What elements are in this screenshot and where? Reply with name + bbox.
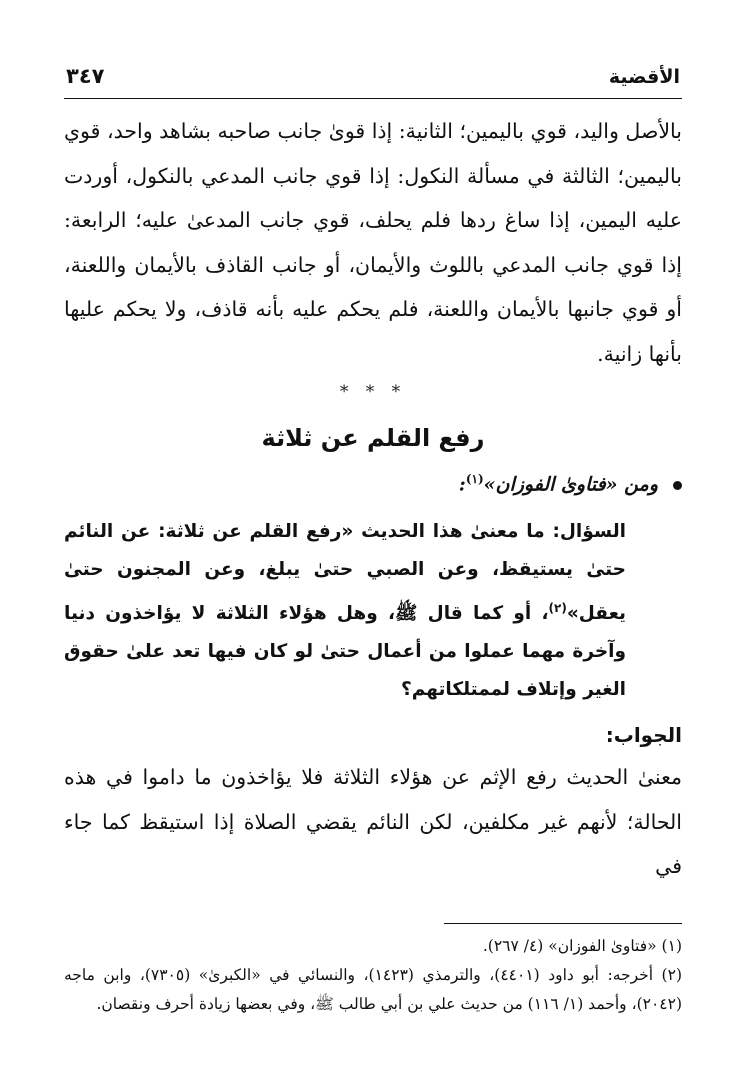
footnote-2: (٢) أخرجه: أبو داود (٤٤٠١)، والترمذي (١٤٢٣)، والنسائي في «الكبرىٰ» (٧٣٠٥)، وابن ماجه (٢٠٤٢)، وأحمد (١/ ١١٦) من حديث علي بن أبي طالب ﷺ، وفي بعضها زيادة أحرف ونقصان. [64,965,682,1013]
question-block [64,513,626,709]
section-separator: * * * [339,382,407,402]
answer-label: الجواب: [605,723,682,748]
answer-paragraph: معنىٰ الحديث رفع الإثم عن هؤلاء الثلاثة فلا يؤاخذون ما داموا في هذه الحالة؛ لأنهم غير مكلفين، لكن النائم يقضي الصلاة إذا استيقظ كما جاء في [64,765,682,879]
running-head: الأقضية [608,66,680,88]
page-number: ٣٤٧ [66,64,105,88]
page-header [64,62,682,99]
question-text-continued: ، أو كما قال ﷺ، وهل هؤلاء الثلاثة لا يؤاخذون دنيا وآخرة مهما عملوا من أعمال حتىٰ لو كان فيها تعد علىٰ حقوق الغير وإتلاف لممتلكاتهم؟ [64,603,626,701]
section-title: رفع القلم عن ثلاثة [261,424,485,452]
source-colon: : [458,473,466,496]
footnote-divider [444,923,682,924]
book-page [64,62,682,1019]
bullet-icon [673,481,682,490]
footnote-ref: (١) [465,472,484,486]
source-title: ومن «فتاوىٰ الفوزان» [483,473,658,496]
body-paragraph: بالأصل واليد، قوي باليمين؛ الثانية: إذا قوىٰ جانب صاحبه بشاهد واحد، قوي باليمين؛ الثالثة في مسألة النكول: إذا قوي جانب المدعي بالنكول، أوردت عليه اليمين، إذا ساغ ردها فلم يحلف، قوي جانب المدعىٰ عليه؛ الرابعة: إذا قوي جانب المدعي باللوث والأيمان، أو جانب القاذف بالأيمان واللعنة، أو قوي جانبها بالأيمان واللعنة، فلم يحكم عليه بأنه قاذف، ولا يحكم عليها بأنها زانية. [64,119,682,366]
question-text: السؤال: ما معنىٰ هذا الحديث «رفع القلم عن ثلاثة: عن النائم حتىٰ يستيقظ، وعن الصبي حتىٰ يبلغ، وعن المجنون حتىٰ يعقل» [64,521,626,625]
footnotes [64,932,682,1019]
source-line [64,472,682,495]
footnote-ref: (٢) [548,601,567,616]
footnote-1: (١) «فتاوىٰ الفوزان» (٤/ ٢٦٧). [482,936,682,955]
